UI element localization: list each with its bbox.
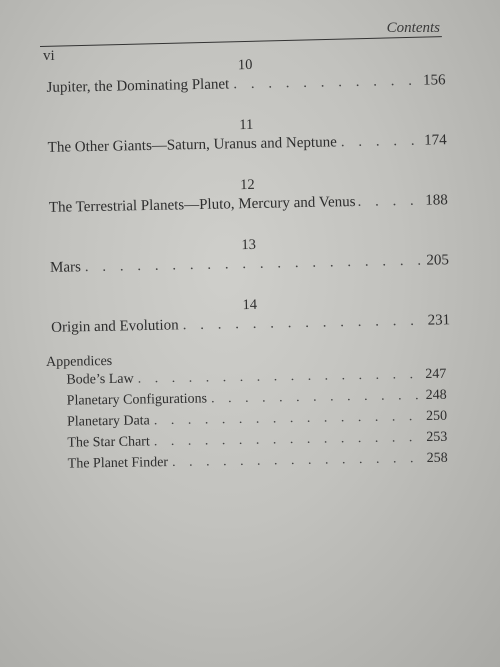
dot-leader	[150, 430, 427, 450]
chapter-entry	[41, 110, 447, 178]
appendix-page: 247	[425, 366, 447, 383]
chapter-title: Origin and Evolution	[51, 317, 179, 336]
chapter-number: 14	[242, 296, 258, 314]
appendices-heading: Appendices	[46, 353, 113, 370]
appendix-title: The Planet Finder	[67, 455, 169, 472]
appendix-page: 258	[426, 450, 448, 467]
chapter-number: 12	[240, 176, 255, 194]
appendix-page: 253	[426, 429, 448, 446]
chapter-entry	[42, 170, 448, 238]
chapter-entry	[40, 50, 446, 118]
chapter-number: 13	[241, 236, 257, 254]
header-rule	[40, 36, 442, 47]
chapter-page: 188	[425, 192, 448, 209]
chapter-page: 231	[427, 312, 451, 329]
appendix-title: Planetary Configurations	[66, 391, 208, 409]
chapter-number: 10	[237, 56, 253, 74]
dot-leader	[179, 313, 428, 335]
dot-leader	[168, 451, 427, 471]
chapter-title: Mars	[49, 259, 82, 276]
dot-leader	[207, 388, 426, 407]
chapter-page: 174	[424, 132, 447, 149]
appendices-section	[46, 349, 448, 478]
appendix-title: Bode’s Law	[66, 371, 134, 388]
chapter-entry	[45, 290, 451, 358]
appendix-title: Planetary Data	[66, 413, 150, 430]
dot-leader	[134, 367, 426, 388]
appendix-title: The Star Chart	[67, 434, 150, 451]
chapter-page: 156	[422, 72, 446, 89]
running-header-title: Contents	[386, 20, 440, 36]
chapter-number: 11	[239, 116, 254, 134]
chapter-title: The Other Giants—Saturn, Uranus and Neptune	[47, 134, 337, 156]
appendix-page: 250	[425, 408, 448, 425]
appendix-page: 248	[425, 387, 447, 404]
dot-leader	[337, 133, 425, 152]
chapter-entry	[43, 230, 449, 298]
chapter-title: The Terrestrial Planets—Pluto, Mercury and Venus	[48, 193, 356, 216]
chapter-title: Jupiter, the Dominating Planet	[46, 76, 230, 96]
chapter-page: 205	[426, 252, 450, 269]
dot-leader	[150, 409, 426, 429]
chapter-list	[40, 50, 451, 358]
dot-leader	[355, 193, 425, 211]
dot-leader	[229, 73, 423, 94]
page-number: vi	[43, 48, 55, 64]
